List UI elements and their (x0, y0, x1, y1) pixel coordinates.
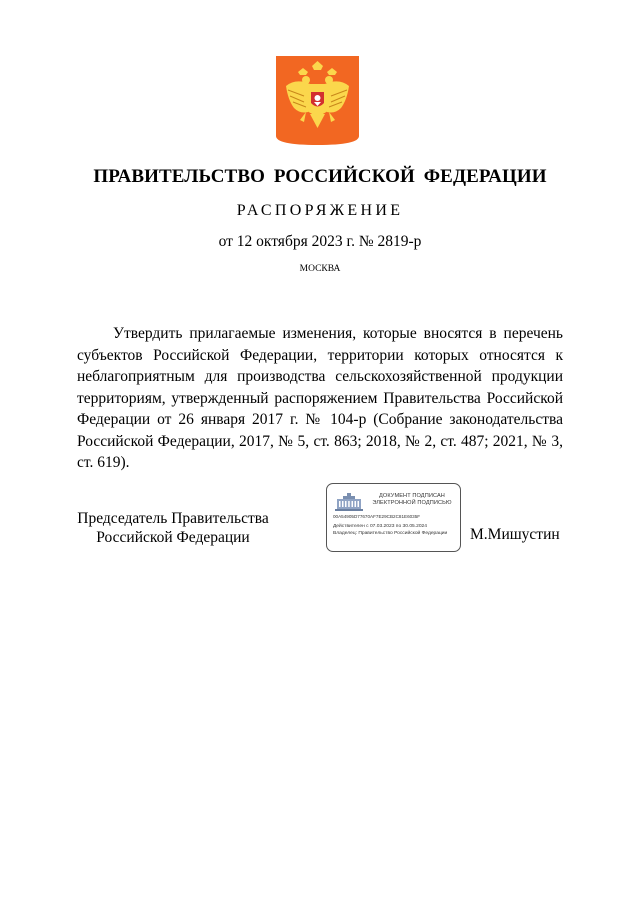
coat-of-arms-icon (276, 56, 359, 145)
document-date-number: от 12 октября 2023 г. № 2819-р (218, 233, 422, 250)
certificate-validity: Действителен с 07.03.2023 по 30.05.2024 (333, 524, 427, 529)
document-type: РАСПОРЯЖЕНИЕ (236, 202, 404, 219)
organization-title: ПРАВИТЕЛЬСТВО РОССИЙСКОЙ ФЕДЕРАЦИИ (93, 166, 547, 187)
certificate-owner: Владелец: Правительство Российской Федерации (333, 531, 448, 536)
signer-position (70, 509, 276, 547)
stamp-heading-line2: ЭЛЕКТРОННОЙ ПОДПИСЬЮ (372, 500, 452, 506)
document-city: МОСКВА (299, 264, 341, 274)
certificate-serial: 00A54905D77670AF7E29CB2C81E6035F (333, 514, 421, 519)
signer-name: М.Мишустин (470, 526, 560, 543)
order-paragraph: Утвердить прилагаемые изменения, которые вносятся в перечень субъектов Российской Федерации, территории которых относятся к неблагоприятным для производства сельскохозяйственной продукции территориям, утвержденный распоряжением Правительства Российской Федерации от 26 января 2017 г. № 104-р (Собрание законодательства Российской Федерации, 2017, № 5, ст. 863; 2018, № 2, ст. 487; 2021, № 3, ст. 619). (77, 325, 563, 471)
stamp-heading-line1: ДОКУМЕНТ ПОДПИСАН (379, 493, 445, 499)
government-building-icon (335, 492, 363, 512)
signer-position-line1: Председатель Правительства (77, 510, 269, 527)
signer-position-line2: Российской Федерации (96, 529, 250, 546)
stamp-heading (367, 493, 457, 507)
electronic-signature-stamp (326, 483, 461, 552)
